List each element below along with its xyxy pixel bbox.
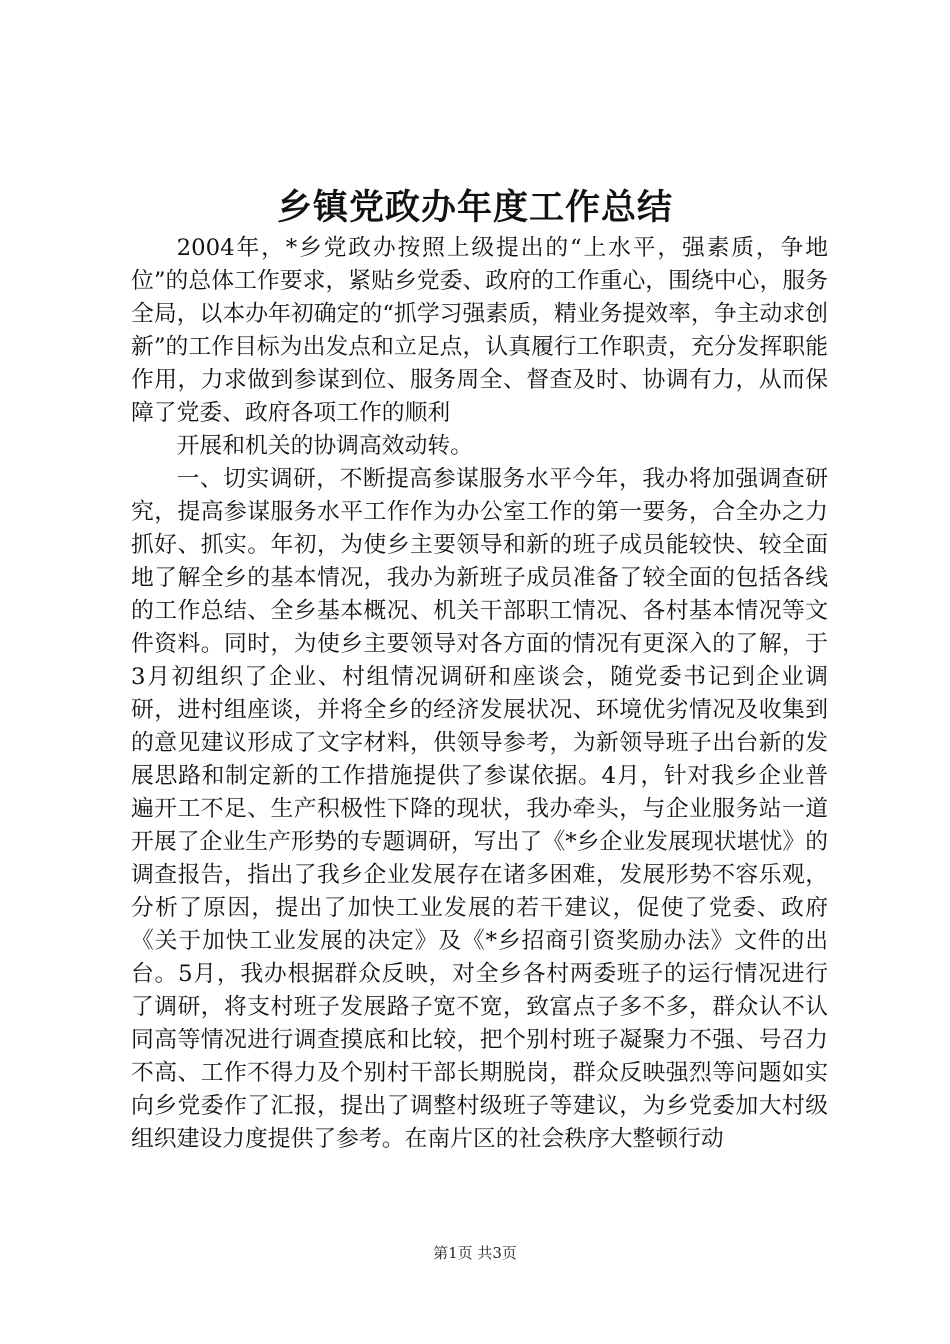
page-footer: 第1页 共3页 bbox=[433, 1244, 517, 1262]
document-body bbox=[131, 232, 828, 1156]
paragraph-continuation: 开展和机关的协调高效动转。 bbox=[176, 433, 473, 459]
paragraph-section-one: 一、切实调研，不断提高参谋服务水平今年，我办将加强调查研究，提高参谋服务水平工作作为办公室工作的第一要务，合全办之力抓好、抓实。年初，为使乡主要领导和新的班子成员能较快、较全面地了解全乡的基本情况，我办为新班子成员准备了较全面的包括各线的工作总结、全乡基本概况、机关干部职工情况、各村基本情况等文件资料。同时，为使乡主要领导对各方面的情况有更深入的了解，于3月初组织了企业、村组情况调研和座谈会，随党委书记到企业调研，进村组座谈，并将全乡的经济发展状况、环境优劣情况及收集到的意见建议形成了文字材料，供领导参考，为新领导班子出台新的发展思路和制定新的工作措施提供了参谋依据。4月，针对我乡企业普遍开工不足、生产积极性下降的现状，我办牵头，与企业服务站一道开展了企业生产形势的专题调研，写出了《*乡企业发展现状堪忧》的调查报告，指出了我乡企业发展存在诸多困难，发展形势不容乐观，分析了原因，提出了加快工业发展的若干建议，促使了党委、政府《关于加快工业发展的决定》及《*乡招商引资奖励办法》文件的出台。5月，我办根据群众反映，对全乡各村两委班子的运行情况进行了调研，将支村班子发展路子宽不宽，致富点子多不多，群众认不认同高等情况进行调查摸底和比较，把个别村班子凝聚力不强、号召力不高、工作不得力及个别村干部长期脱岗，群众反映强烈等问题如实向乡党委作了汇报，提出了调整村级班子等建议，为乡党委加大村级组织建设力度提供了参考。在南片区的社会秩序大整顿行动 bbox=[131, 466, 828, 1152]
document-title: 乡镇党政办年度工作总结 bbox=[276, 187, 673, 228]
paragraph-intro: 2004年，*乡党政办按照上级提出的“上水平，强素质，争地位”的总体工作要求，紧贴乡党委、政府的工作重心，围绕中心，服务全局，以本办年初确定的“抓学习强素质，精业务提效率，争主动求创新”的工作目标为出发点和立足点，认真履行工作职责，充分发挥职能作用，力求做到参谋到位、服务周全、督查及时、协调有力，从而保障了党委、政府各项工作的顺利 bbox=[131, 235, 828, 426]
